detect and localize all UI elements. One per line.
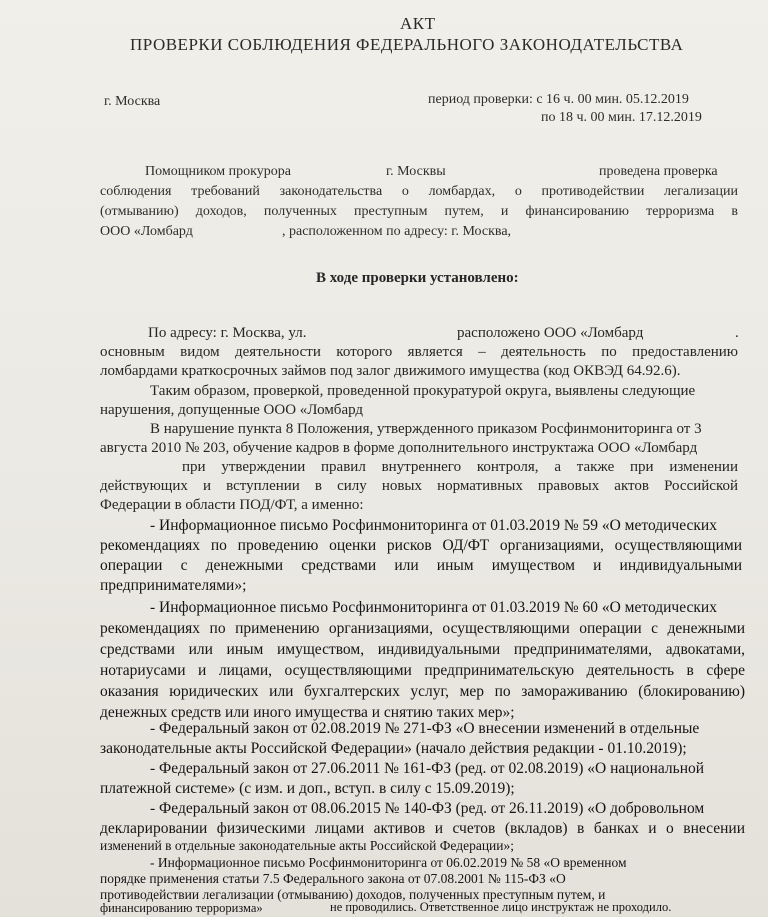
city-label: г. Москва: [104, 94, 161, 109]
act-title: АКТ: [400, 14, 436, 33]
item-6-line-2: порядке применения статьи 7.5 Федерального закона от 07.08.2001 № 115-ФЗ «О: [100, 871, 566, 886]
closing-line: не проводились. Ответственное лицо инструктаж не проходило.: [330, 900, 672, 914]
finding-line-10: Федерации в области ПОД/ФТ, а именно:: [100, 497, 364, 513]
item-5-line-2: декларировании физическими лицами активов и счетов (вкладов) в банках и о внесении: [100, 820, 745, 837]
item-6-line-1: - Информационное письмо Росфинмониторинга от 06.02.2019 № 58 «О временном: [150, 855, 627, 870]
intro-line-1a: Помощником прокурора: [145, 164, 291, 179]
act-subtitle: ПРОВЕРКИ СОБЛЮДЕНИЯ ФЕДЕРАЛЬНОГО ЗАКОНОДАТЕЛЬСТВА: [130, 35, 684, 54]
intro-line-2: соблюдения требований законодательства о ломбардах, о противодействии легализации: [100, 184, 738, 199]
finding-line-1a: По адресу: г. Москва, ул.: [148, 325, 307, 341]
section-heading: В ходе проверки установлено:: [316, 270, 519, 286]
finding-line-1c: .: [735, 325, 739, 341]
item-1-line-1: - Информационное письмо Росфинмониторинга от 01.03.2019 № 59 «О методических: [150, 517, 717, 534]
item-2-line-5: оказания юридических или бухгалтерских услуг, мер по замораживанию (блокированию): [100, 683, 745, 700]
intro-line-1b: г. Москвы: [386, 164, 446, 179]
finding-line-7: августа 2010 № 203, обучение кадров в форме дополнительного инструктажа ООО «Ломбард: [100, 440, 698, 456]
finding-line-6: В нарушение пункта 8 Положения, утвержденного приказом Росфинмониторинга от 3: [150, 421, 702, 437]
intro-line-4b: , расположенном по адресу: г. Москва,: [282, 224, 512, 239]
finding-line-8: при утверждении правил внутреннего контроля, а также при изменении: [182, 459, 738, 475]
item-2-line-4: нотариусами и лицами, осуществляющими предпринимательскую деятельность в сфере: [100, 662, 745, 679]
item-2-line-6: денежных средств или иного имущества и снятию таких мер»;: [100, 704, 515, 721]
intro-line-4a: ООО «Ломбард: [100, 224, 193, 239]
finding-line-9: действующих и вступлении в силу новых нормативных правовых актов Российской: [100, 478, 738, 494]
item-6-line-3: противодействии легализации (отмыванию) доходов, полученных преступным путем, и: [100, 887, 606, 902]
item-2-line-1: - Информационное письмо Росфинмониторинга от 01.03.2019 № 60 «О методических: [150, 599, 717, 616]
finding-line-3: ломбардами краткосрочных займов под залог движимого имущества (код ОКВЭД 64.92.6).: [100, 363, 681, 379]
finding-line-1b: расположено ООО «Ломбард: [457, 325, 644, 341]
item-4-line-2: платежной системе» (с изм. и доп., вступ. в силу с 15.09.2019);: [100, 780, 515, 797]
item-1-line-4: предпринимателями»;: [100, 577, 247, 594]
finding-line-4: Таким образом, проверкой, проведенной прокуратурой округа, выявлены следующие: [150, 383, 696, 399]
item-1-line-3: операции с денежными средствами или иным имуществом и индивидуальными: [100, 557, 742, 574]
item-3-line-2: законодательные акты Российской Федерации» (начало действия редакции - 01.10.2019);: [100, 740, 687, 757]
item-3-line-1: - Федеральный закон от 02.08.2019 № 271-ФЗ «О внесении изменений в отдельные: [150, 720, 700, 737]
item-2-line-3: средствами или иным имуществом, индивидуальными предпринимателями, адвокатами,: [100, 641, 745, 658]
item-5-line-3: изменений в отдельные законодательные акты Российской Федерации»;: [100, 838, 514, 853]
item-1-line-2: рекомендациях по проведению оценки рисков ОД/ФТ организациями, осуществляющими: [100, 537, 742, 554]
finding-line-5: нарушения, допущенные ООО «Ломбард: [100, 402, 364, 418]
item-6-line-4: финансированию терроризма»: [100, 901, 263, 915]
item-4-line-1: - Федеральный закон от 27.06.2011 № 161-ФЗ (ред. от 02.08.2019) «О национальной: [150, 760, 705, 777]
period-line-1: период проверки: с 16 ч. 00 мин. 05.12.2019: [428, 92, 689, 107]
item-2-line-2: рекомендациях по применению организациями, осуществляющими операции с денежными: [100, 620, 745, 637]
intro-line-3: (отмыванию) доходов, полученных преступным путем, и финансированию терроризма в: [100, 204, 738, 219]
item-5-line-1: - Федеральный закон от 08.06.2015 № 140-ФЗ (ред. от 26.11.2019) «О добровольном: [150, 800, 705, 817]
finding-line-2: основным видом деятельности которого является – деятельность по предоставлению: [100, 344, 738, 360]
intro-line-1c: проведена проверка: [599, 164, 718, 179]
period-line-2: по 18 ч. 00 мин. 17.12.2019: [541, 110, 702, 125]
